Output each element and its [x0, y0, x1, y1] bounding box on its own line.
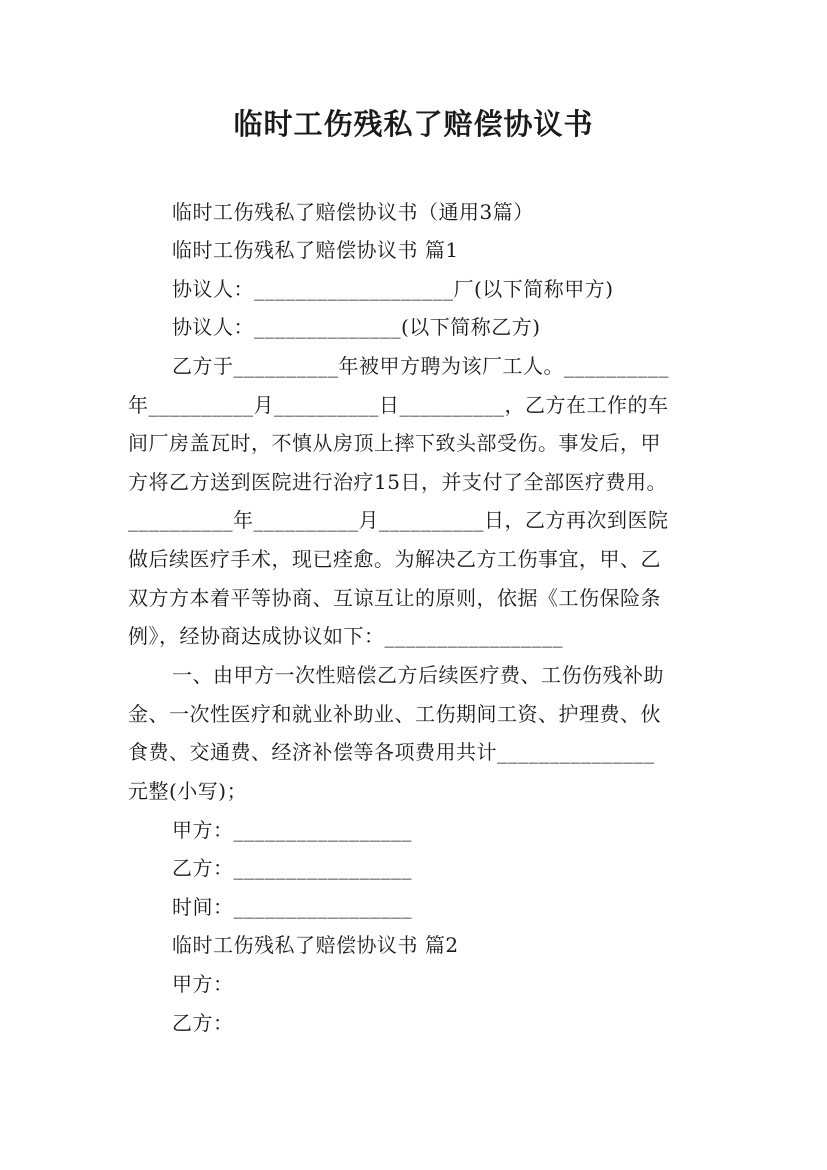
paragraph-line: 乙方于__________年被甲方聘为该厂工人。__________ — [172, 354, 669, 378]
paragraph-line: 年__________月__________日__________，乙方在工作的车 — [128, 393, 669, 417]
clause-line: 食费、交通费、经济补偿等各项费用共计_______________ — [128, 740, 655, 764]
party-a-label: 甲方： — [172, 972, 234, 996]
paragraph-line: 方将乙方送到医院进行治疗15日，并支付了全部医疗费用。 — [128, 470, 667, 494]
paragraph-line: 做后续医疗手术，现已痊愈。为解决乙方工伤事宜，甲、乙 — [128, 547, 661, 571]
paragraph-line: __________年__________月__________日，乙方再次到医院 — [128, 508, 669, 532]
party-a-line: 协议人：___________________厂(以下简称甲方) — [172, 277, 614, 301]
document-title: 临时工伤残私了赔偿协议书 — [233, 107, 594, 141]
section-heading-2: 临时工伤残私了赔偿协议书 篇2 — [172, 933, 459, 957]
party-b-label: 乙方： — [172, 1011, 234, 1035]
paragraph-line: 例》，经协商达成协议如下：_________________ — [128, 624, 563, 648]
party-b-line: 协议人：______________(以下简称乙方) — [172, 315, 541, 339]
section-heading-1: 临时工伤残私了赔偿协议书 篇1 — [172, 238, 459, 262]
signature-date: 时间：_________________ — [172, 895, 412, 919]
clause-line: 元整(小写)； — [128, 779, 248, 803]
doc-subtitle: 临时工伤残私了赔偿协议书（通用3篇） — [172, 200, 534, 224]
paragraph-line: 双方方本着平等协商、互谅互让的原则，依据《工伤保险条 — [128, 586, 661, 610]
signature-party-b: 乙方：_________________ — [172, 856, 412, 880]
paragraph-line: 间厂房盖瓦时，不慎从房顶上摔下致头部受伤。事发后，甲 — [128, 431, 661, 455]
clause-line: 一、由甲方一次性赔偿乙方后续医疗费、工伤伤残补助 — [172, 663, 664, 687]
signature-party-a: 甲方：_________________ — [172, 818, 412, 842]
clause-line: 金、一次性医疗和就业补助业、工伤期间工资、护理费、伙 — [128, 702, 661, 726]
